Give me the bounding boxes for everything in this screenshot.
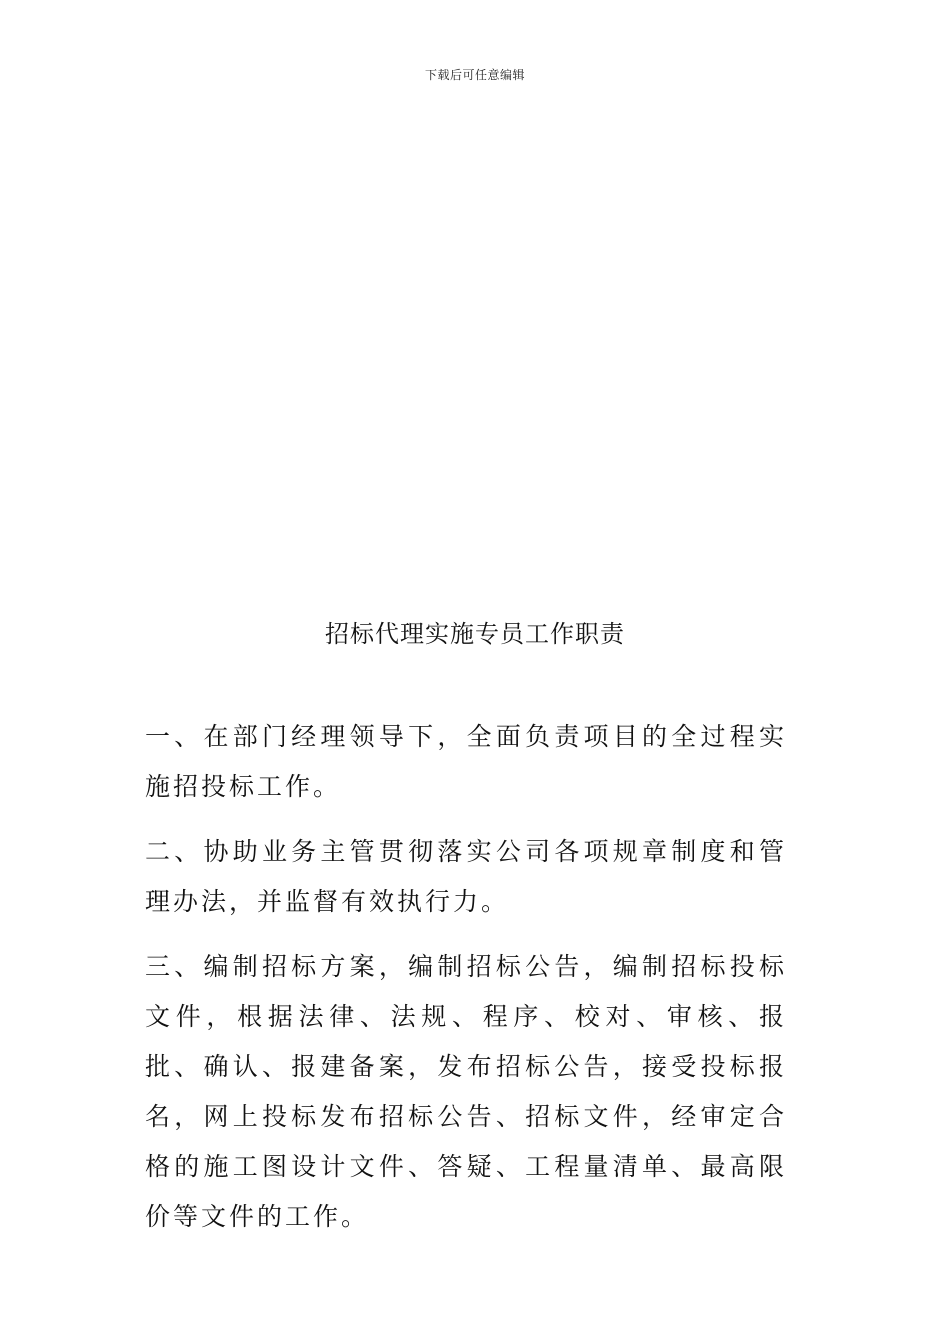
header-note: 下载后可任意编辑	[424, 68, 525, 82]
document-body	[145, 712, 787, 1257]
paragraph-3: 三、编制招标方案，编制招标公告，编制招标投标文件，根据法律、法规、程序、校对、审核、报批、确认、报建备案，发布招标公告，接受投标报名，网上投标发布招标公告、招标文件，经审定合格的施工图设计文件、答疑、工程量清单、最高限价等文件的工作。	[145, 952, 787, 1231]
document-title: 招标代理实施专员工作职责	[325, 620, 625, 648]
paragraph-1: 一、在部门经理领导下，全面负责项目的全过程实施招投标工作。	[145, 722, 787, 801]
paragraph-2: 二、协助业务主管贯彻落实公司各项规章制度和管理办法，并监督有效执行力。	[145, 837, 787, 916]
